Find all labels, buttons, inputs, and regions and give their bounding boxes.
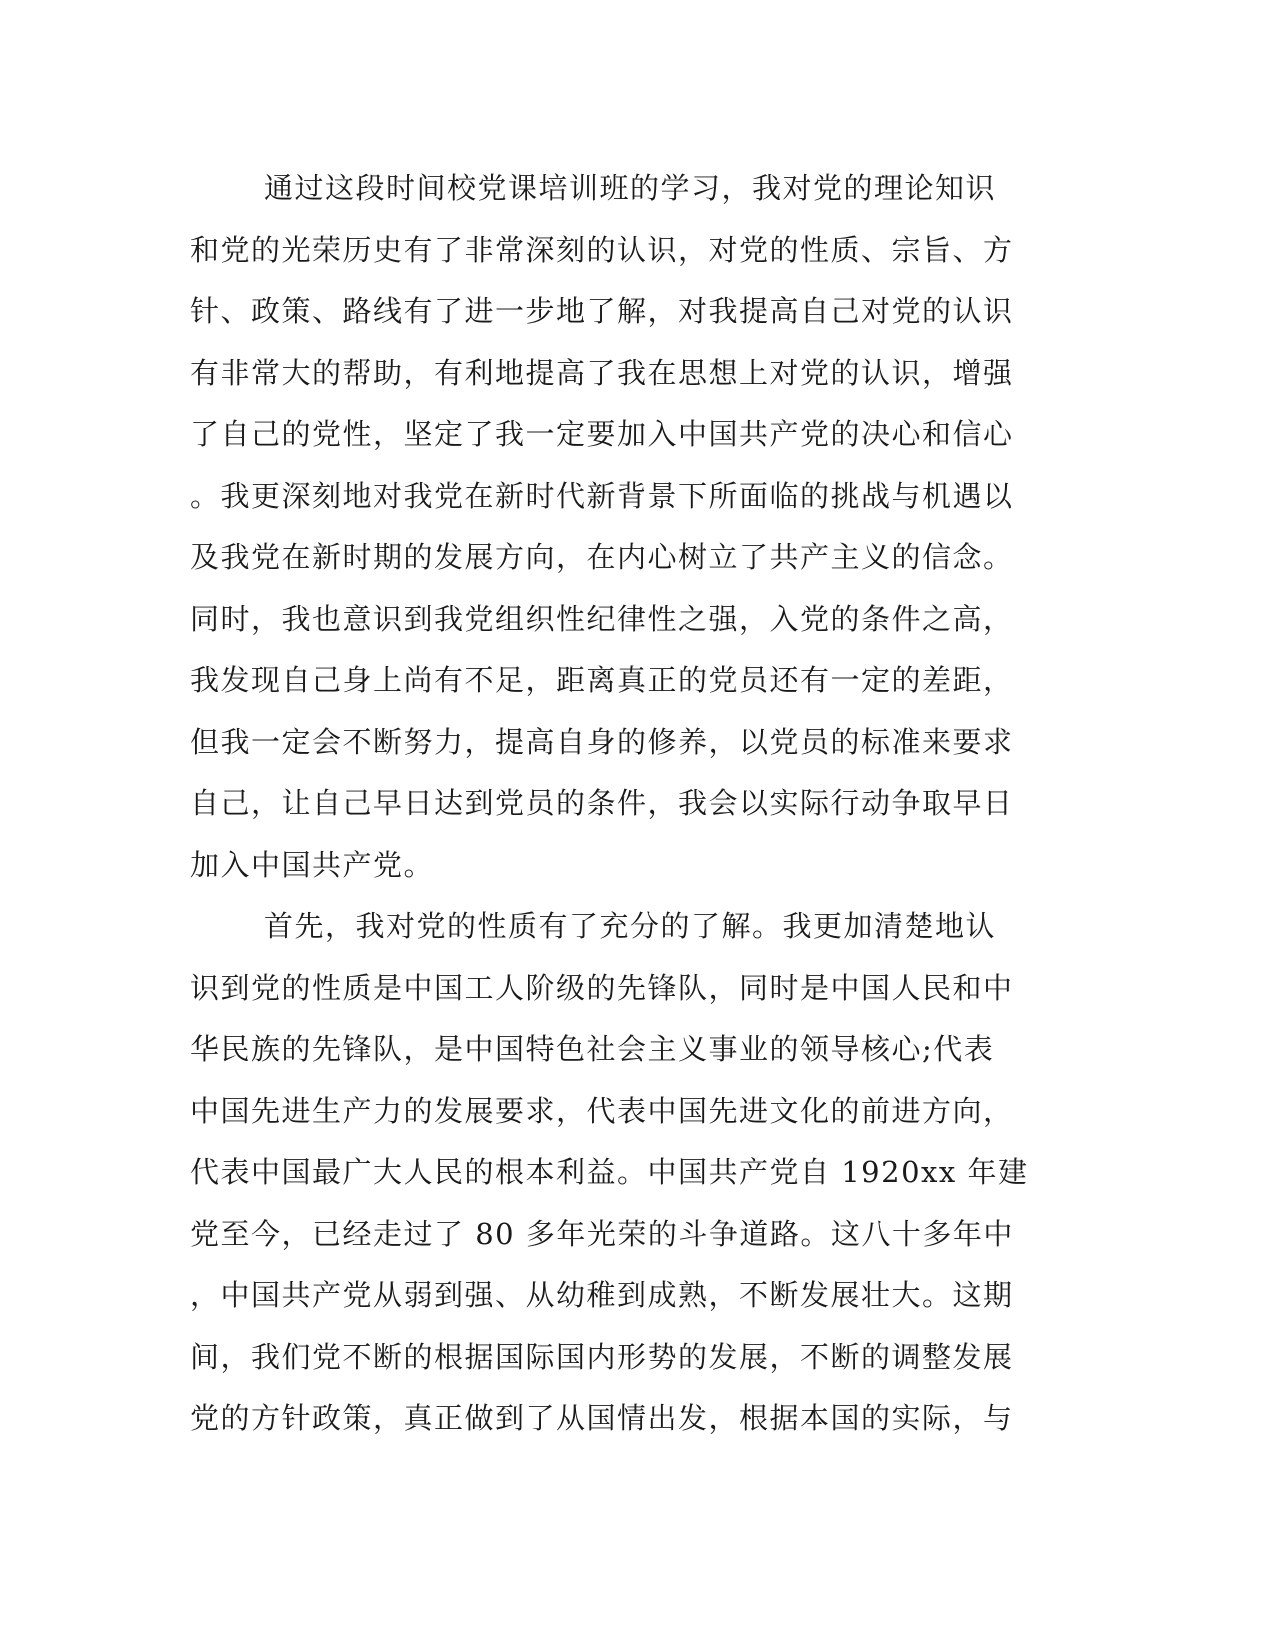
text-line: 同时，我也意识到我党组织性纪律性之强，入党的条件之高， — [190, 601, 1014, 636]
paragraph-2 — [190, 896, 1090, 1450]
text-line: 但我一定会不断努力，提高自身的修养，以党员的标准来要求 — [190, 724, 1014, 759]
text-line: 我发现自己身上尚有不足，距离真正的党员还有一定的差距， — [190, 663, 1014, 697]
text-line: 华民族的先锋队，是中国特色社会主义事业的领导核心;代表 — [190, 1032, 995, 1066]
text-line: 。我更深刻地对我党在新时代新背景下所面临的挑战与机遇以 — [190, 478, 1014, 513]
text-line: ，中国共产党从弱到强、从幼稚到成熟，不断发展壮大。这期 — [190, 1278, 1014, 1312]
paragraph-1 — [190, 158, 1090, 896]
text-line: 间，我们党不断的根据国际国内形势的发展，不断的调整发展 — [190, 1339, 1014, 1374]
text-line: 和党的光荣历史有了非常深刻的认识，对党的性质、宗旨、方 — [190, 232, 1014, 267]
text-line: 有非常大的帮助，有利地提高了我在思想上对党的认识，增强 — [190, 355, 1014, 390]
text-line: 及我党在新时期的发展方向，在内心树立了共产主义的信念。 — [190, 540, 1014, 574]
document-body — [190, 158, 1090, 1450]
text-line: 中国先进生产力的发展要求，代表中国先进文化的前进方向， — [190, 1093, 1014, 1128]
text-line: 加入中国共产党。 — [190, 847, 435, 882]
text-line: 识到党的性质是中国工人阶级的先锋队，同时是中国人民和中 — [190, 970, 1014, 1005]
text-line: 了自己的党性，坚定了我一定要加入中国共产党的决心和信心 — [190, 417, 1014, 451]
text-line: 首先，我对党的性质有了充分的了解。我更加清楚地认 — [264, 909, 997, 943]
text-line: 代表中国最广大人民的根本利益。中国共产党自 1920xx 年建 — [190, 1155, 1029, 1189]
text-line: 针、政策、路线有了进一步地了解，对我提高自己对党的认识 — [190, 294, 1014, 328]
text-line: 党的方针政策，真正做到了从国情出发，根据本国的实际，与 — [190, 1401, 1014, 1435]
text-line: 党至今，已经走过了 80 多年光荣的斗争道路。这八十多年中 — [190, 1216, 1014, 1251]
text-line: 通过这段时间校党课培训班的学习，我对党的理论知识 — [264, 171, 997, 205]
text-line: 自己，让自己早日达到党员的条件，我会以实际行动争取早日 — [190, 786, 1014, 820]
